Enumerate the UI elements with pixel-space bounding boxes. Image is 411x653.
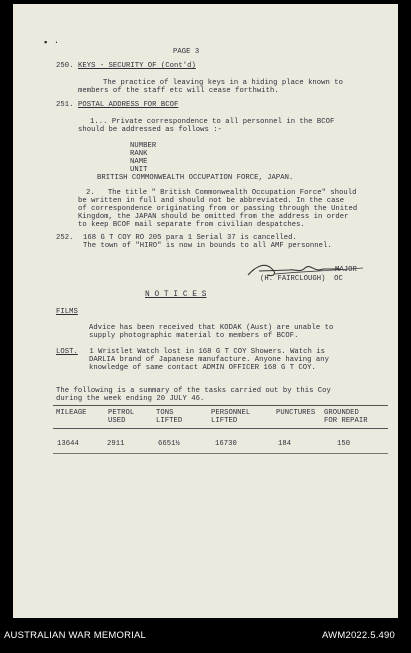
table-header: USED: [108, 417, 126, 425]
lost-heading: LOST.: [56, 348, 78, 356]
address-line: RANK: [130, 150, 148, 158]
signature-name: (H. FAIRCLOUGH) OC: [260, 275, 343, 283]
paragraph-line: 1... Private correspondence to all personnel in the BCOF: [90, 118, 335, 126]
table-rule: [53, 405, 388, 406]
paragraph-line: 168 G T COY RO 205 para 1 Serial 37 is cancelled.: [83, 234, 297, 242]
table-header: PETROL: [108, 409, 135, 417]
table-header: TONS: [156, 409, 174, 417]
paragraph-line: of correspondence originating from or passing through the United: [78, 205, 358, 213]
table-header: FOR REPAIR: [324, 417, 368, 425]
address-line: NAME: [130, 158, 148, 166]
notices-heading: N O T I C E S: [145, 291, 207, 299]
table-cell: 6651½: [158, 440, 180, 448]
paragraph-line: The town of "HIRO" is now in bounds to all AMF personnel.: [83, 242, 332, 250]
table-cell: 2911: [107, 440, 125, 448]
paragraph-line: supply photographic material to members of BCOF.: [89, 332, 299, 340]
table-header: MILEAGE: [56, 409, 87, 417]
ink-mark: ▪ ·: [43, 38, 60, 48]
section-title: POSTAL ADDRESS FOR BCOF: [78, 101, 179, 109]
paragraph-line: knowledge of same contact ADMIN OFFICER 168 G T COY.: [89, 364, 316, 372]
table-header: LIFTED: [211, 417, 238, 425]
table-rule: [53, 428, 388, 429]
address-line: NUMBER: [130, 142, 157, 150]
section-number: 252.: [56, 234, 74, 242]
paragraph-line: DARLIA brand of Japanese manufacture. Anyone having any: [89, 356, 329, 364]
table-cell: 13644: [57, 440, 79, 448]
paragraph-line: 2. The title " British Commonwealth Occupation Force" should: [86, 189, 357, 197]
section-number: 251.: [56, 101, 74, 109]
table-cell: 184: [278, 440, 292, 448]
section-title: KEYS - SECURITY OF (Cont'd): [78, 62, 196, 70]
table-header: PERSONNEL: [211, 409, 251, 417]
table-cell: 16730: [215, 440, 237, 448]
paragraph-line: Kingdom, the JAPAN should be omitted from the address in order: [78, 213, 349, 221]
page-label: PAGE 3: [173, 48, 200, 56]
table-header: PUNCTURES: [276, 409, 316, 417]
table-cell: 150: [337, 440, 351, 448]
paragraph-line: The following is a summary of the tasks carried out by this Coy: [56, 387, 331, 395]
signature-rank: MAJOR: [335, 266, 357, 274]
paragraph-line: 1 Wristlet Watch lost in 168 G T COY Showers. Watch is: [85, 348, 325, 356]
paragraph-line: during the week ending 20 JULY 46.: [56, 395, 205, 403]
document-page: [13, 4, 398, 618]
paragraph-line: should be addressed as follows :-: [78, 126, 222, 134]
address-line: UNIT: [130, 166, 148, 174]
paragraph-line: The practice of leaving keys in a hiding place known to: [103, 79, 343, 87]
paragraph-line: Advice has been received that KODAK (Aust) are unable to: [89, 324, 334, 332]
archive-credit: AUSTRALIAN WAR MEMORIAL: [4, 630, 147, 641]
address-line: BRITISH COMMONWEALTH OCCUPATION FORCE, JAPAN.: [97, 174, 294, 182]
paragraph-line: be written in full and should not be abbreviated. In the case: [78, 197, 345, 205]
table-header: GROUNDED: [324, 409, 359, 417]
paragraph-line: to keep BCOF mail separate from civilian despatches.: [78, 221, 305, 229]
section-number: 250.: [56, 62, 74, 70]
films-heading: FILMS: [56, 308, 78, 316]
table-header: LIFTED: [156, 417, 183, 425]
paragraph-line: members of the staff etc will cease forthwith.: [78, 87, 279, 95]
table-rule: [53, 453, 388, 454]
archive-reference: AWM2022.5.490: [322, 630, 396, 641]
